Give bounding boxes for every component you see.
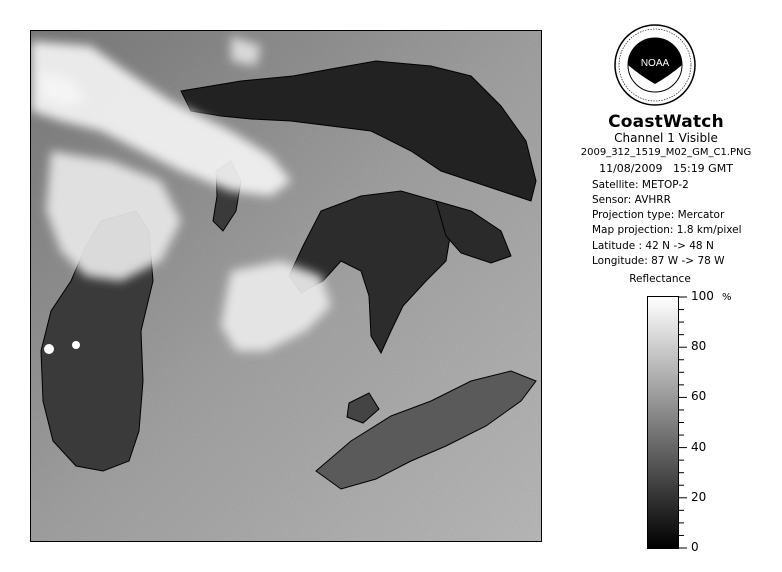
channel-label: Channel 1 Visible	[614, 131, 718, 145]
brand-title: CoastWatch	[608, 112, 724, 132]
longitude-info: Longitude: 87 W -> 78 W	[592, 255, 725, 267]
noaa-logo	[614, 24, 696, 106]
colorbar-tick-label: 60	[691, 389, 707, 404]
latitude-info: Latitude : 42 N -> 48 N	[592, 240, 714, 252]
map-projection-info: Map projection: 1.8 km/pixel	[592, 224, 742, 236]
cloud-patch	[44, 344, 54, 354]
file-name: 2009_312_1519_M02_GM_C1.PNG	[580, 147, 752, 158]
date-time	[563, 162, 769, 175]
date-text: 11/08/2009	[599, 162, 663, 175]
projection-type-info: Projection type: Mercator	[592, 209, 725, 221]
colorbar-axis	[679, 296, 739, 552]
colorbar-tick-label: 40	[691, 439, 707, 454]
colorbar-tick-label: 100	[691, 289, 714, 303]
colorbar-title: Reflectance	[629, 273, 691, 285]
satellite-info: Satellite: METOP-2	[592, 179, 689, 191]
time-text: 15:19 GMT	[672, 162, 733, 175]
reflectance-colorbar	[647, 296, 679, 549]
satellite-map	[31, 31, 542, 542]
cloud-patch	[72, 341, 80, 349]
colorbar-tick-label: 80	[691, 339, 707, 354]
colorbar-unit: %	[722, 292, 732, 303]
colorbar-tick-label: 20	[691, 489, 707, 504]
sensor-info: Sensor: AVHRR	[592, 194, 671, 206]
svg-text:NOAA: NOAA	[640, 58, 670, 69]
colorbar-tick-label: 0	[691, 540, 699, 554]
satellite-image	[30, 30, 542, 542]
